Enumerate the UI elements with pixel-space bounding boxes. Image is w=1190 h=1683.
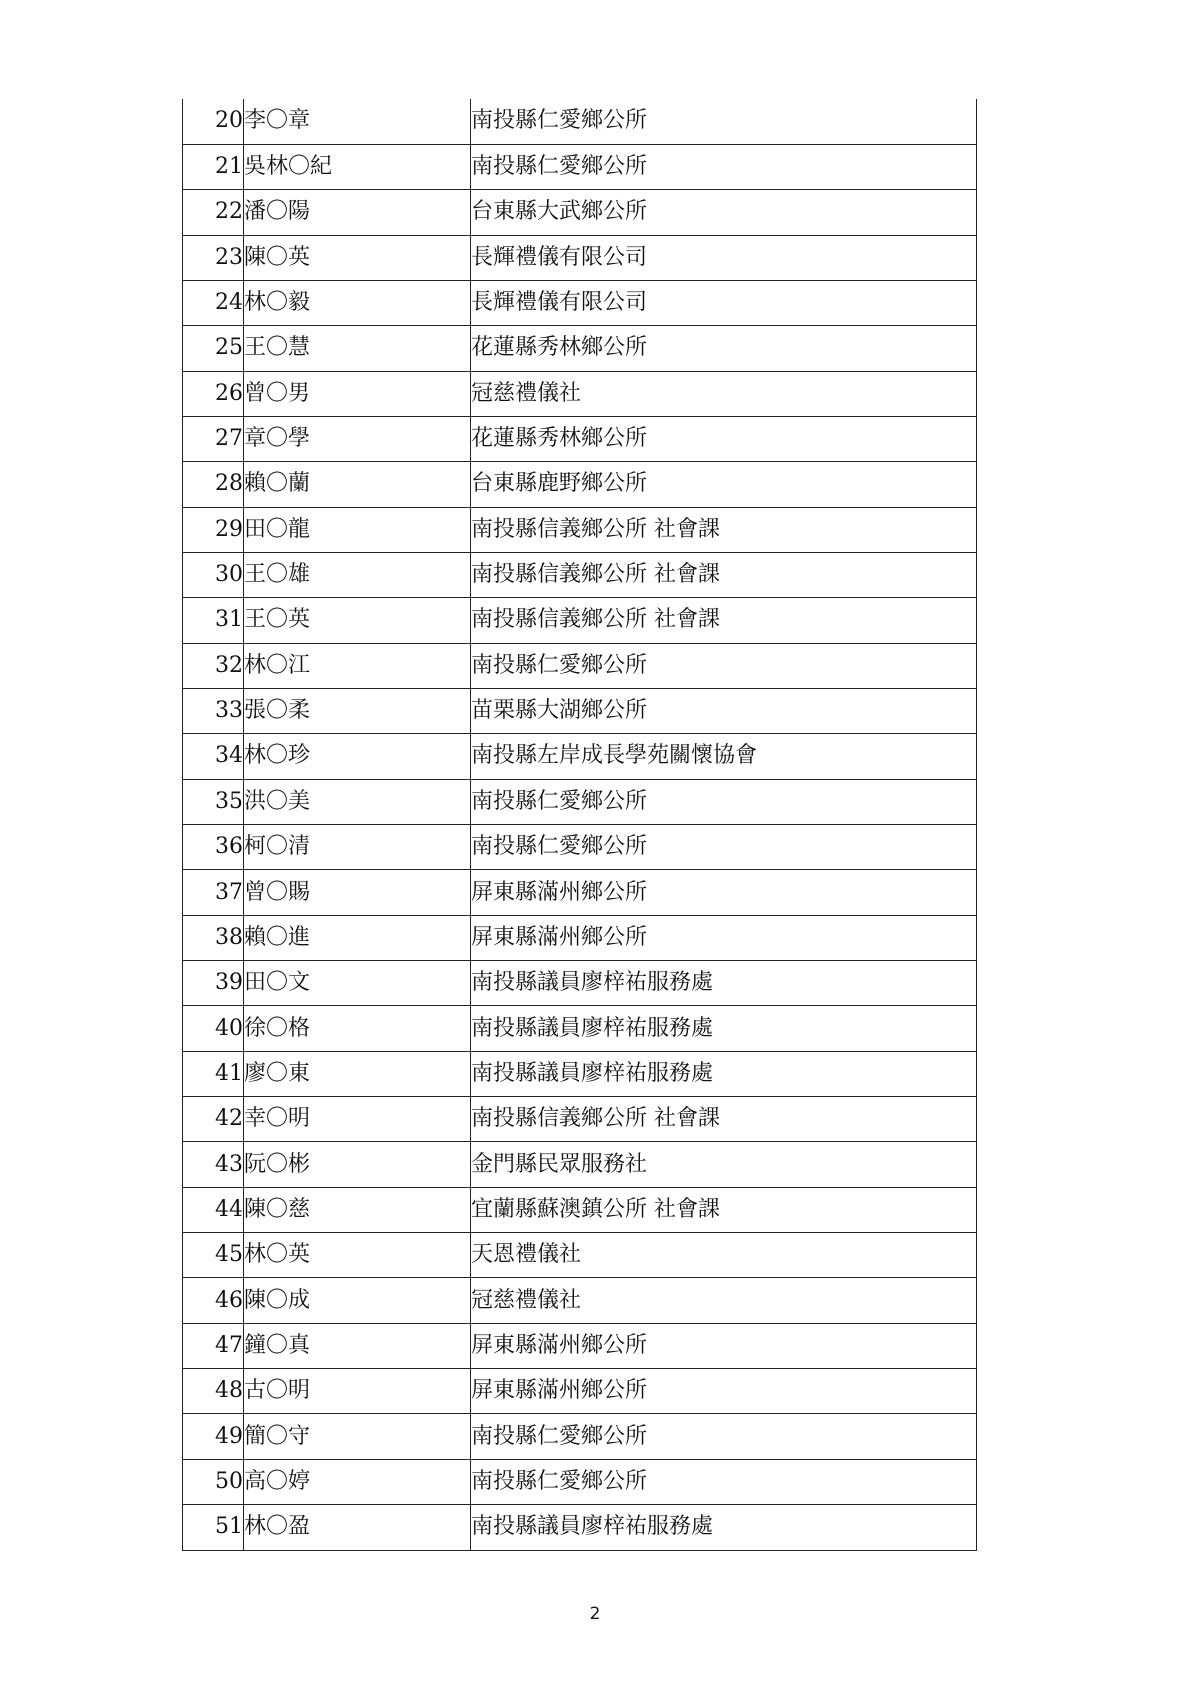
table-row (183, 462, 977, 507)
organization-cell: 南投縣議員廖梓祐服務處 (471, 1051, 977, 1096)
organization-cell: 屏東縣滿州鄉公所 (471, 870, 977, 915)
table-row (183, 552, 977, 597)
table-row (183, 1414, 977, 1459)
row-number-cell: 40 (183, 1006, 244, 1051)
row-number-cell: 34 (183, 734, 244, 779)
table-row (183, 1187, 977, 1232)
name-cell: 李〇章 (244, 99, 471, 144)
row-number-cell: 51 (183, 1505, 244, 1550)
row-number-cell: 42 (183, 1097, 244, 1142)
row-number-cell: 25 (183, 326, 244, 371)
name-cell: 林〇英 (244, 1233, 471, 1278)
table-row (183, 1505, 977, 1550)
participant-table (182, 99, 977, 1551)
name-cell: 賴〇進 (244, 915, 471, 960)
row-number-cell: 44 (183, 1187, 244, 1232)
row-number-cell: 47 (183, 1323, 244, 1368)
row-number-cell: 33 (183, 688, 244, 733)
organization-cell: 南投縣仁愛鄉公所 (471, 643, 977, 688)
name-cell: 林〇江 (244, 643, 471, 688)
row-number-cell: 38 (183, 915, 244, 960)
name-cell: 洪〇美 (244, 779, 471, 824)
table-row (183, 870, 977, 915)
name-cell: 柯〇清 (244, 825, 471, 870)
row-number-cell: 39 (183, 961, 244, 1006)
name-cell: 潘〇陽 (244, 190, 471, 235)
organization-cell: 屏東縣滿州鄉公所 (471, 915, 977, 960)
row-number-cell: 43 (183, 1142, 244, 1187)
row-number-cell: 31 (183, 598, 244, 643)
organization-cell: 屏東縣滿州鄉公所 (471, 1369, 977, 1414)
row-number-cell: 27 (183, 416, 244, 461)
organization-cell: 苗栗縣大湖鄉公所 (471, 688, 977, 733)
name-cell: 幸〇明 (244, 1097, 471, 1142)
row-number-cell: 21 (183, 144, 244, 189)
table-row (183, 915, 977, 960)
table-row (183, 688, 977, 733)
row-number-cell: 32 (183, 643, 244, 688)
organization-cell: 南投縣左岸成長學苑關懷協會 (471, 734, 977, 779)
row-number-cell: 22 (183, 190, 244, 235)
name-cell: 陳〇成 (244, 1278, 471, 1323)
organization-cell: 長輝禮儀有限公司 (471, 235, 977, 280)
organization-cell: 南投縣信義鄉公所 社會課 (471, 552, 977, 597)
name-cell: 鐘〇真 (244, 1323, 471, 1368)
organization-cell: 南投縣仁愛鄉公所 (471, 99, 977, 144)
row-number-cell: 37 (183, 870, 244, 915)
table-row (183, 643, 977, 688)
organization-cell: 宜蘭縣蘇澳鎮公所 社會課 (471, 1187, 977, 1232)
table-row (183, 1369, 977, 1414)
row-number-cell: 36 (183, 825, 244, 870)
name-cell: 高〇婷 (244, 1459, 471, 1504)
organization-cell: 南投縣信義鄉公所 社會課 (471, 598, 977, 643)
organization-cell: 花蓮縣秀林鄉公所 (471, 416, 977, 461)
row-number-cell: 35 (183, 779, 244, 824)
table-row (183, 779, 977, 824)
row-number-cell: 28 (183, 462, 244, 507)
table-row (183, 144, 977, 189)
row-number-cell: 20 (183, 99, 244, 144)
table-row (183, 1459, 977, 1504)
name-cell: 林〇盈 (244, 1505, 471, 1550)
table-row (183, 1051, 977, 1096)
table-row (183, 825, 977, 870)
row-number-cell: 48 (183, 1369, 244, 1414)
row-number-cell: 26 (183, 371, 244, 416)
row-number-cell: 23 (183, 235, 244, 280)
name-cell: 曾〇男 (244, 371, 471, 416)
name-cell: 田〇文 (244, 961, 471, 1006)
row-number-cell: 30 (183, 552, 244, 597)
organization-cell: 南投縣議員廖梓祐服務處 (471, 1006, 977, 1051)
organization-cell: 南投縣仁愛鄉公所 (471, 1459, 977, 1504)
organization-cell: 金門縣民眾服務社 (471, 1142, 977, 1187)
name-cell: 陳〇慈 (244, 1187, 471, 1232)
organization-cell: 冠慈禮儀社 (471, 371, 977, 416)
row-number-cell: 49 (183, 1414, 244, 1459)
name-cell: 曾〇賜 (244, 870, 471, 915)
table-row (183, 190, 977, 235)
name-cell: 簡〇守 (244, 1414, 471, 1459)
row-number-cell: 29 (183, 507, 244, 552)
row-number-cell: 24 (183, 280, 244, 325)
table-row (183, 598, 977, 643)
organization-cell: 南投縣議員廖梓祐服務處 (471, 961, 977, 1006)
row-number-cell: 41 (183, 1051, 244, 1096)
table-row (183, 371, 977, 416)
organization-cell: 花蓮縣秀林鄉公所 (471, 326, 977, 371)
table-row (183, 1097, 977, 1142)
row-number-cell: 46 (183, 1278, 244, 1323)
name-cell: 吳林〇紀 (244, 144, 471, 189)
table-row (183, 1323, 977, 1368)
name-cell: 張〇柔 (244, 688, 471, 733)
name-cell: 陳〇英 (244, 235, 471, 280)
organization-cell: 長輝禮儀有限公司 (471, 280, 977, 325)
organization-cell: 屏東縣滿州鄉公所 (471, 1323, 977, 1368)
name-cell: 阮〇彬 (244, 1142, 471, 1187)
organization-cell: 南投縣仁愛鄉公所 (471, 1414, 977, 1459)
name-cell: 王〇慧 (244, 326, 471, 371)
organization-cell: 台東縣鹿野鄉公所 (471, 462, 977, 507)
name-cell: 章〇學 (244, 416, 471, 461)
row-number-cell: 45 (183, 1233, 244, 1278)
table-row (183, 961, 977, 1006)
row-number-cell: 50 (183, 1459, 244, 1504)
table-row (183, 1278, 977, 1323)
name-cell: 賴〇蘭 (244, 462, 471, 507)
table-row (183, 1006, 977, 1051)
organization-cell: 南投縣仁愛鄉公所 (471, 779, 977, 824)
organization-cell: 南投縣仁愛鄉公所 (471, 825, 977, 870)
table-row (183, 507, 977, 552)
name-cell: 古〇明 (244, 1369, 471, 1414)
name-cell: 王〇雄 (244, 552, 471, 597)
table-row (183, 280, 977, 325)
table-row (183, 416, 977, 461)
participant-table-body (183, 99, 977, 1550)
name-cell: 廖〇東 (244, 1051, 471, 1096)
organization-cell: 天恩禮儀社 (471, 1233, 977, 1278)
organization-cell: 南投縣信義鄉公所 社會課 (471, 507, 977, 552)
table-row (183, 235, 977, 280)
name-cell: 田〇龍 (244, 507, 471, 552)
organization-cell: 台東縣大武鄉公所 (471, 190, 977, 235)
organization-cell: 南投縣信義鄉公所 社會課 (471, 1097, 977, 1142)
table-row (183, 99, 977, 144)
table-row (183, 1142, 977, 1187)
page-number: 2 (589, 1604, 601, 1624)
table-row (183, 1233, 977, 1278)
name-cell: 林〇珍 (244, 734, 471, 779)
name-cell: 林〇毅 (244, 280, 471, 325)
organization-cell: 南投縣議員廖梓祐服務處 (471, 1505, 977, 1550)
organization-cell: 南投縣仁愛鄉公所 (471, 144, 977, 189)
organization-cell: 冠慈禮儀社 (471, 1278, 977, 1323)
name-cell: 徐〇格 (244, 1006, 471, 1051)
name-cell: 王〇英 (244, 598, 471, 643)
table-row (183, 734, 977, 779)
table-row (183, 326, 977, 371)
